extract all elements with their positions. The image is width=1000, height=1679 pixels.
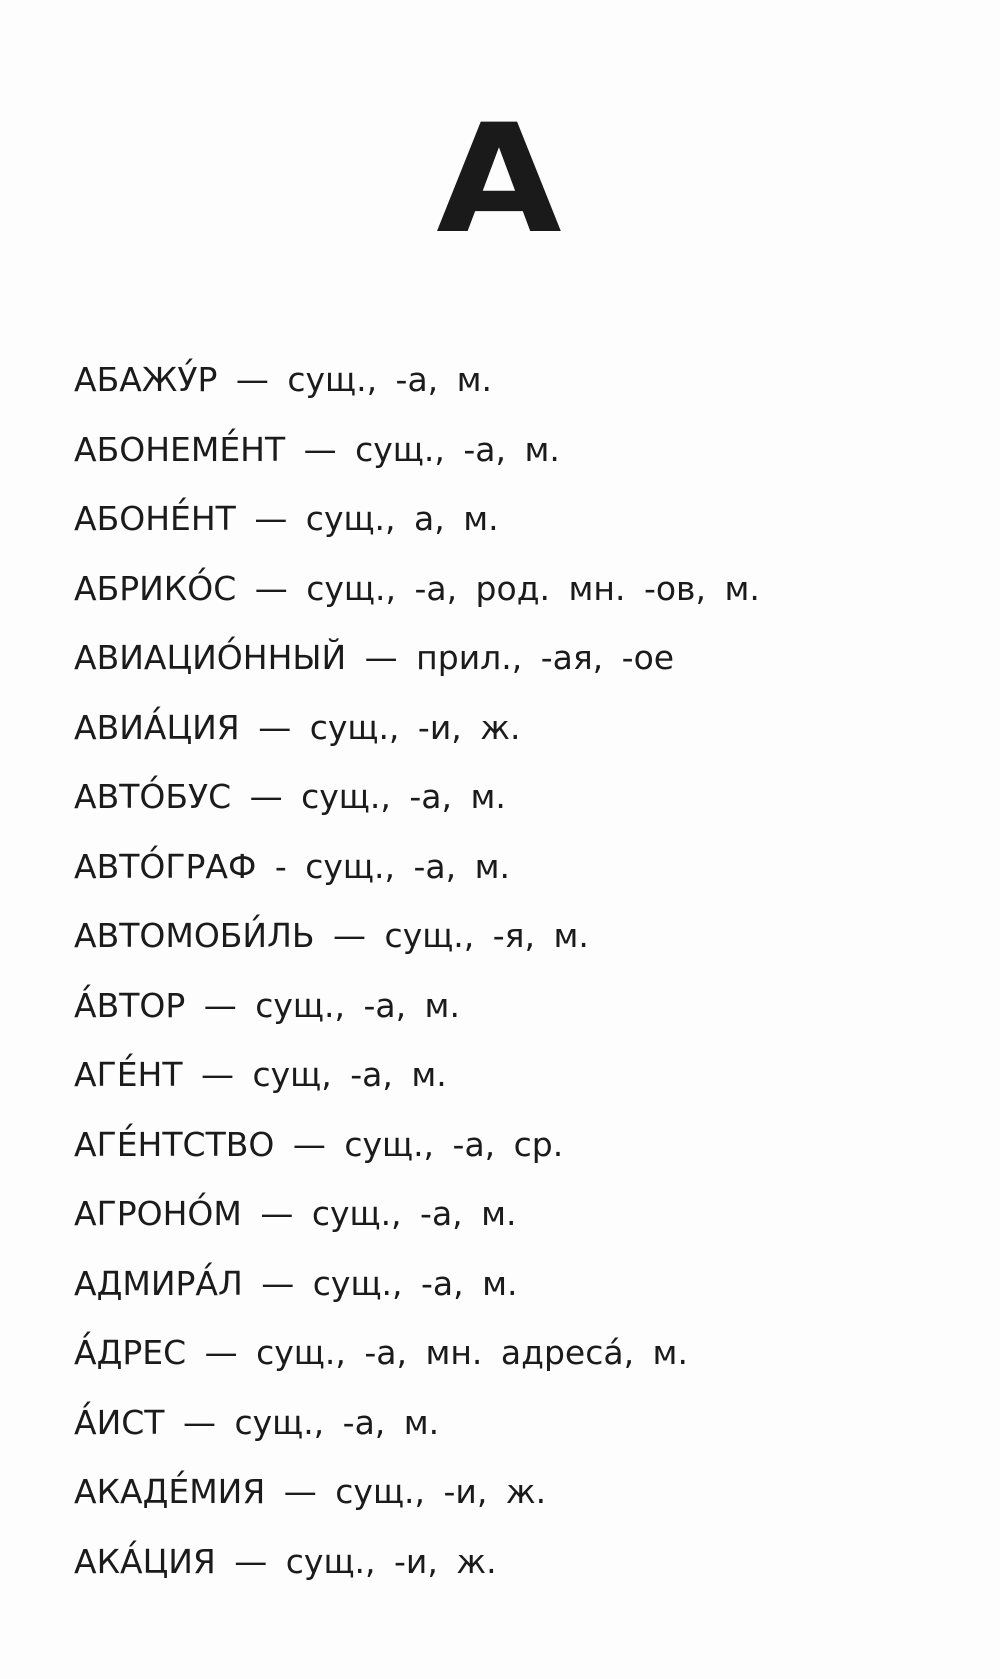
- dictionary-entry: АВИАЦИО́ННЫЙ — прил., -ая, -ое: [74, 638, 675, 677]
- dictionary-entry: АВТО́БУС — сущ., -а, м.: [74, 777, 506, 816]
- dictionary-entry: АБРИКО́С — сущ., -а, род. мн. -ов, м.: [74, 568, 760, 608]
- entry-list: [74, 360, 974, 1611]
- dictionary-entry: АГРОНО́М — сущ., -а, м.: [74, 1194, 517, 1233]
- dictionary-entry: АВТО́ГРАФ - сущ., -а, м.: [74, 846, 510, 886]
- dictionary-entry: АВТОМОБИ́ЛЬ — сущ., -я, м.: [74, 916, 589, 955]
- section-letter-heading: А: [436, 93, 564, 267]
- dictionary-entry: АВИА́ЦИЯ — сущ., -и, ж.: [74, 707, 521, 747]
- dictionary-entry: АКАДЕ́МИЯ — сущ., -и, ж.: [74, 1472, 547, 1511]
- dictionary-entry: АГЕ́НТ — сущ, -а, м.: [74, 1055, 447, 1094]
- dictionary-entry: А́ДРЕС — сущ., -а, мн. адреса́, м.: [74, 1333, 688, 1372]
- dictionary-entry: АБАЖУ́Р — сущ., -а, м.: [74, 360, 493, 399]
- dictionary-entry: АДМИРА́Л — сущ., -а, м.: [74, 1263, 518, 1303]
- dictionary-entry: АБОНЕ́НТ — сущ., а, м.: [74, 499, 499, 538]
- dictionary-entry: А́ИСТ — сущ., -а, м.: [74, 1402, 440, 1442]
- dictionary-entry: АБОНЕМЕ́НТ — сущ., -а, м.: [74, 429, 560, 469]
- dictionary-entry: АКА́ЦИЯ — сущ., -и, ж.: [74, 1541, 497, 1581]
- dictionary-entry: АГЕ́НТСТВО — сущ., -а, ср.: [74, 1124, 564, 1164]
- dictionary-entry: А́ВТОР — сущ., -а, м.: [74, 985, 460, 1025]
